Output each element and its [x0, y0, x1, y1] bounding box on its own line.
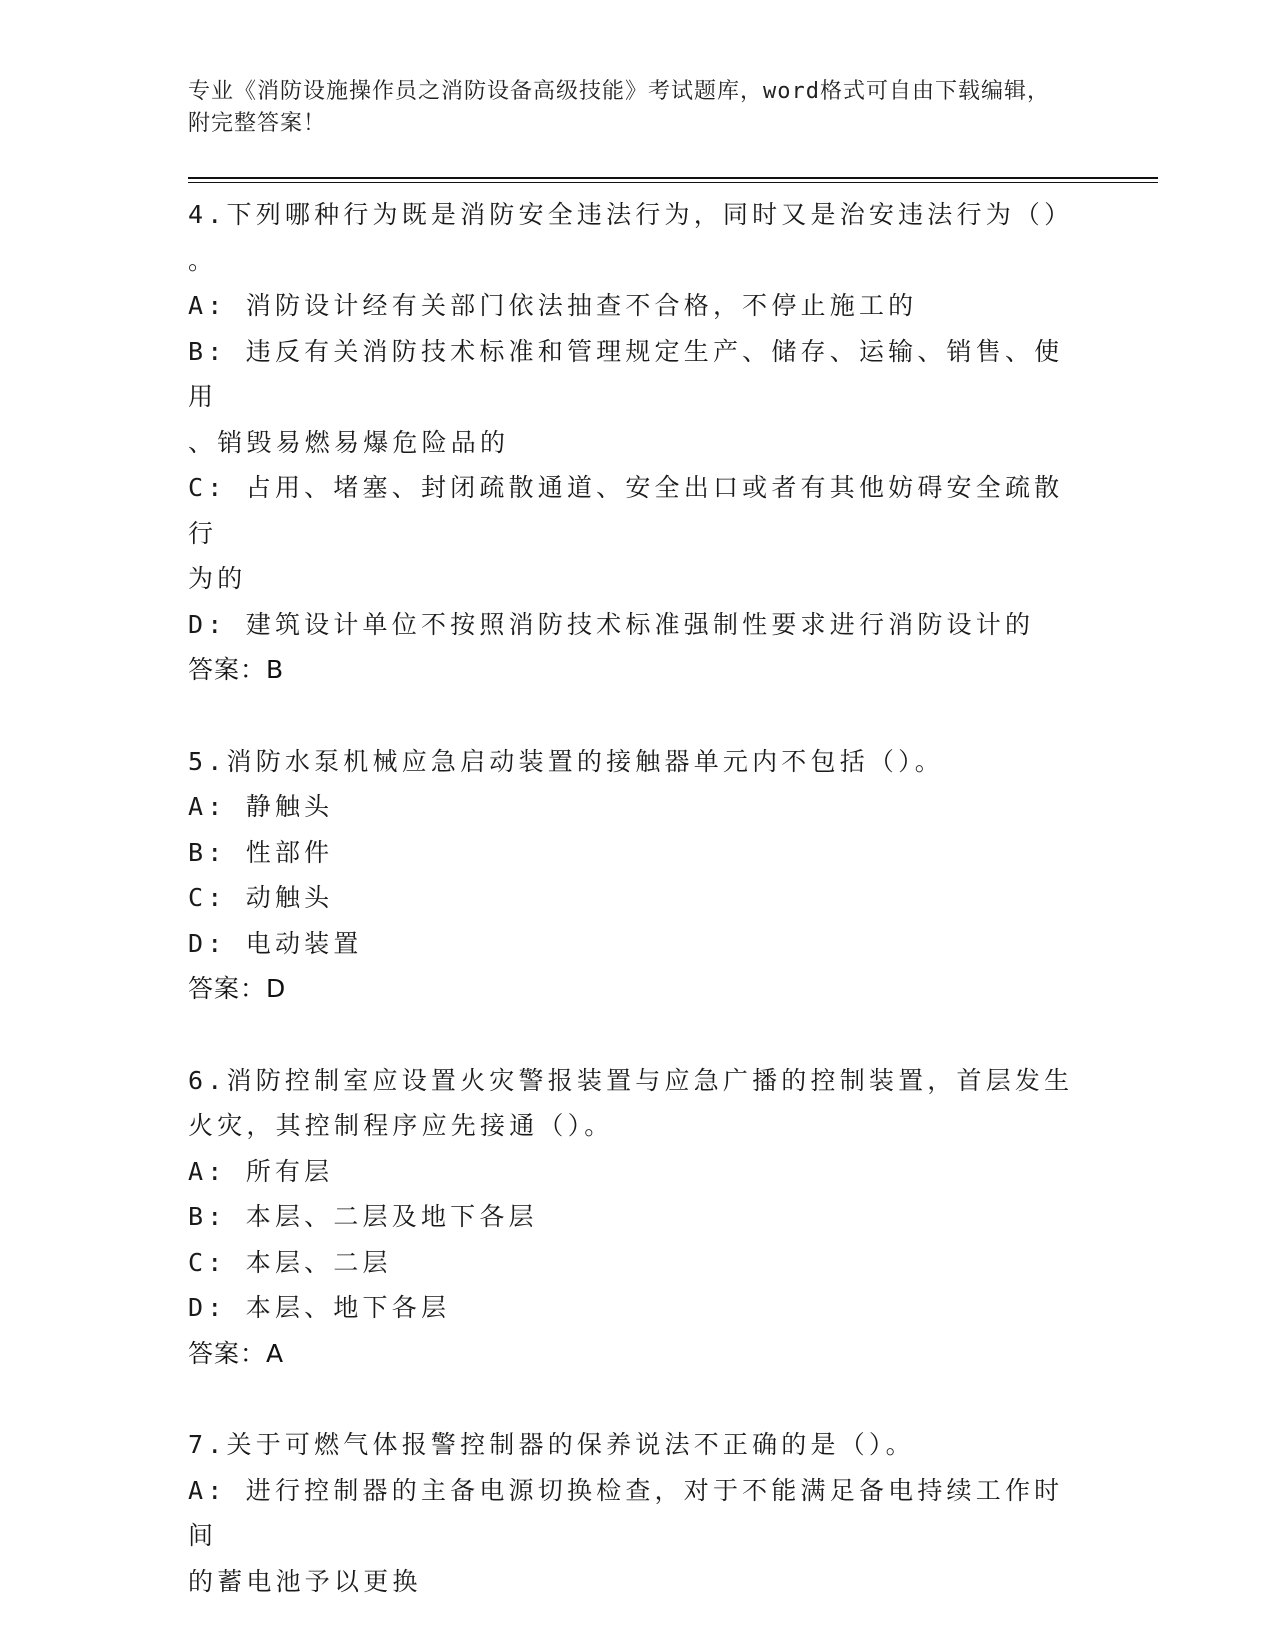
answer-option: B: 违反有关消防技术标准和管理规定生产、储存、运输、销售、使用: [188, 336, 1064, 411]
answer-option: A: 进行控制器的主备电源切换检查，对于不能满足备电持续工作时间: [188, 1475, 1064, 1550]
answer-option: D: 建筑设计单位不按照消防技术标准强制性要求进行消防设计的: [188, 609, 1035, 639]
answer-option: A: 消防设计经有关部门依法抽查不合格，不停止施工的: [188, 291, 918, 320]
question-stem: 。: [188, 245, 218, 275]
correct-answer: 答案：B: [188, 655, 285, 684]
correct-answer: 答案：D: [188, 974, 287, 1003]
correct-answer: 答案：A: [188, 1338, 285, 1368]
answer-option: 的蓄电池予以更换: [188, 1566, 422, 1596]
answer-option: D: 电动装置: [188, 928, 363, 958]
question-list: [188, 192, 1078, 1650]
question-stem: 火灾，其控制程序应先接通（）。: [188, 1111, 614, 1140]
answer-option: A: 静触头: [188, 792, 334, 821]
question-block: [188, 192, 1078, 693]
answer-option: B: 性部件: [188, 837, 334, 867]
answer-option: D: 本层、地下各层: [188, 1293, 451, 1322]
answer-option: 、销毁易燃易爆危险品的: [188, 427, 510, 457]
question-stem: 7.关于可燃气体报警控制器的保养说法不正确的是（）。: [188, 1430, 915, 1459]
question-stem: 6.消防控制室应设置火灾警报装置与应急广播的控制装置，首层发生: [188, 1065, 1074, 1095]
answer-option: C: 动触头: [188, 883, 334, 912]
answer-option: A: 所有层: [188, 1156, 334, 1186]
question-stem: 4.下列哪种行为既是消防安全违法行为，同时又是治安违法行为（）: [188, 200, 1074, 229]
question-block: [188, 1058, 1078, 1377]
question-stem: 5.消防水泵机械应急启动装置的接触器单元内不包括（）。: [188, 746, 945, 776]
answer-option: C: 本层、二层: [188, 1247, 392, 1277]
header-divider-thick: [188, 177, 1158, 179]
header-divider-thin: [188, 182, 1158, 183]
answer-option: C: 占用、堵塞、封闭疏散通道、安全出口或者有其他妨碍安全疏散行: [188, 473, 1064, 548]
answer-option: B: 本层、二层及地下各层: [188, 1202, 538, 1231]
question-block: [188, 739, 1078, 1012]
answer-option: 为的: [188, 564, 247, 593]
question-block: [188, 1422, 1078, 1604]
document-header: 专业《消防设施操作员之消防设备高级技能》考试题库，word格式可自由下载编辑，附完整答案！: [188, 79, 1050, 136]
